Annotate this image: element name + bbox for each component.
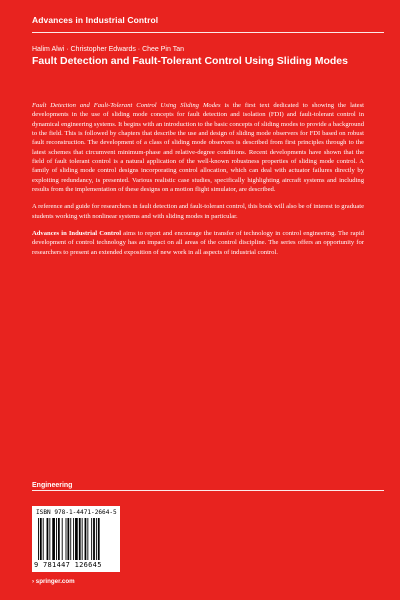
- authors: Halim Alwi · Christopher Edwards · Chee Pin Tan: [32, 46, 184, 53]
- description: [32, 101, 364, 265]
- book-title: Fault Detection and Fault-Tolerant Control Using Sliding Modes: [32, 55, 348, 67]
- barcode-digits: 9 781447 126645: [34, 561, 102, 569]
- barcode-box: [32, 506, 120, 572]
- description-paragraph-2: A reference and guide for researchers in fault detection and fault-tolerant control, this book will also be of interest to graduate students working with nonlinear systems and with sliding modes in particular.: [32, 203, 364, 220]
- isbn: ISBN 978-1-4471-2664-5: [36, 509, 117, 516]
- bottom-divider: [32, 490, 384, 491]
- description-paragraph-3-text: aims to report and encourage the transfer of technology in control engineering. The rapid development of control technology has an impact on all areas of the control discipline. The series offers an opportunity for researchers to present an extended exposition of new work in all aspects of industrial control.: [32, 230, 364, 256]
- barcode: [38, 518, 114, 560]
- series-name-bold: Advances in Industrial Control: [32, 230, 122, 238]
- category-label: Engineering: [32, 482, 73, 489]
- description-paragraph-1-text: is the first text dedicated to showing the latest developments in the use of sliding mode concepts for fault detection and isolation (FDI) and fault-tolerant control in dynamical engineering systems. It begins with an introduction to the basic concepts of sliding modes to provide a background to the field. This is followed by chapters that describe the use and design of sliding mode observers for FDI based on robust fault reconstruction. The development of a class of sliding mode observers is described from first principles through to the latest schemes that circumvent minimum-phase and relative-degree conditions. Recent developments have shown that the field of fault tolerant control is a natural application of the well-known robustness properties of sliding mode control. A family of sliding mode control designs incorporating control allocation, which can deal with actuator failures directly by exploiting redundancy, is presented. Various realistic case studies, specifically highlighting aircraft systems and including results from the implementation of these designs on a motion flight simulator, are described.: [32, 102, 364, 194]
- description-paragraph-1: [32, 101, 364, 194]
- publisher-link[interactable]: › springer.com: [32, 578, 75, 585]
- top-divider: [32, 32, 384, 33]
- description-title-italic: Fault Detection and Fault-Tolerant Control Using Sliding Modes: [32, 102, 221, 109]
- series-title: Advances in Industrial Control: [32, 15, 159, 25]
- description-paragraph-3: [32, 229, 364, 257]
